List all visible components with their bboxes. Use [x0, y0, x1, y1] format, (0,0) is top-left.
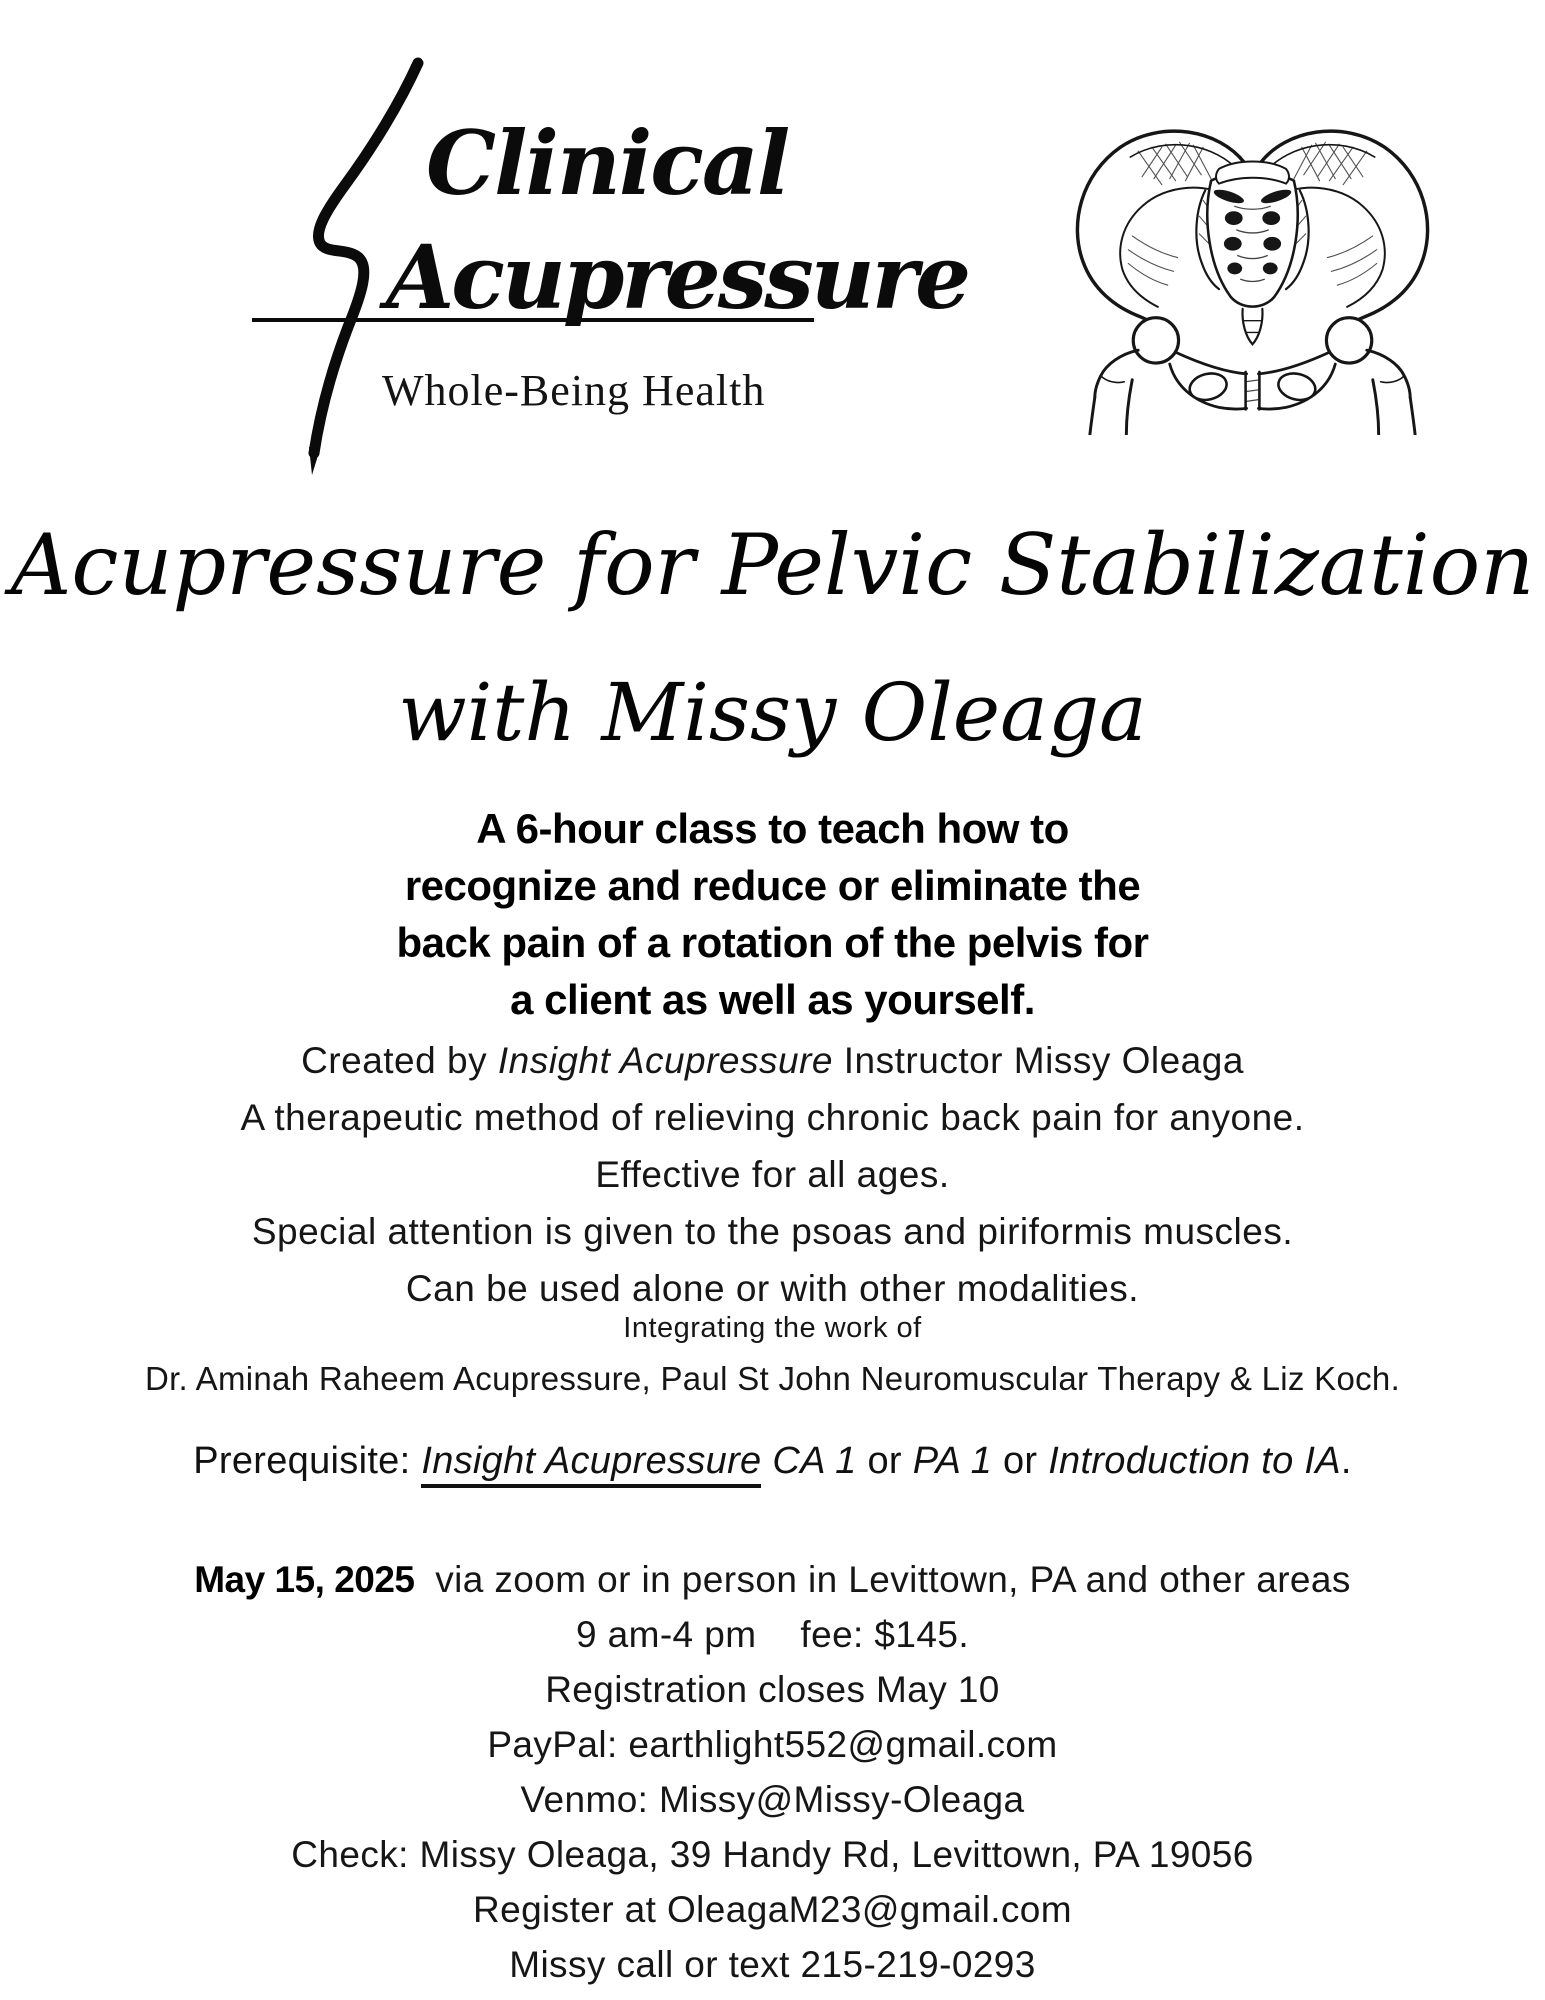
logo-word-clinical: Clinical: [426, 111, 789, 215]
venmo-line: Venmo: Missy@Missy-Oleaga: [520, 1779, 1025, 1820]
description-line: A therapeutic method of relieving chronic back pain for anyone.: [240, 1097, 1305, 1138]
class-description: [0, 1032, 1545, 1317]
summary-line: recognize and reduce or eliminate the: [404, 862, 1141, 909]
prerequisite-label: Prerequisite:: [193, 1440, 422, 1482]
pelvis-illustration: [1055, 90, 1450, 435]
created-by-line: [0, 1032, 1545, 1089]
prerequisite-intro: Introduction to IA: [1048, 1440, 1341, 1482]
schedule-date-line: [0, 1552, 1545, 1607]
prerequisite-period: .: [1340, 1440, 1352, 1482]
summary-line: a client as well as yourself.: [510, 976, 1035, 1023]
description-line: Can be used alone or with other modalities.: [405, 1268, 1140, 1309]
phone-line: Missy call or text 215-219-0293: [509, 1944, 1036, 1985]
registration-deadline: Registration closes May 10: [545, 1669, 1000, 1710]
description-line: Special attention is given to the psoas and piriformis muscles.: [251, 1211, 1294, 1252]
created-by-prefix: Created by: [301, 1040, 498, 1081]
class-summary: [0, 800, 1545, 1028]
prerequisite-ca1: CA 1: [761, 1440, 857, 1482]
schedule-time-fee-line: [0, 1607, 1545, 1662]
page-title: Acupressure for Pelvic Stabilization: [10, 516, 1535, 614]
description-line: Effective for all ages.: [595, 1154, 950, 1195]
prerequisite-or: or: [856, 1440, 913, 1482]
clinical-acupressure-logo: [200, 55, 969, 485]
logo-tagline: Whole-Being Health: [382, 366, 766, 415]
schedule-block: [0, 1552, 1545, 1992]
class-fee: fee: $145.: [800, 1614, 970, 1655]
integrating-heading: Integrating the work of: [623, 1312, 922, 1344]
register-email-line: Register at OleagaM23@gmail.com: [472, 1889, 1073, 1930]
created-by-suffix: Instructor Missy Oleaga: [833, 1040, 1244, 1081]
class-time: 9 am-4 pm: [575, 1614, 757, 1655]
class-date: May 15, 2025: [194, 1559, 415, 1600]
page-subtitle: with Missy Oleaga: [398, 666, 1147, 759]
prerequisite-line: [0, 1440, 1545, 1488]
paypal-line: PayPal: earthlight552@gmail.com: [487, 1724, 1058, 1765]
prerequisite-course: Insight Acupressure: [421, 1440, 761, 1488]
created-by-method: Insight Acupressure: [497, 1040, 833, 1081]
summary-line: back pain of a rotation of the pelvis for: [396, 919, 1149, 966]
check-line: Check: Missy Oleaga, 39 Handy Rd, Levittown, PA 19056: [291, 1834, 1254, 1875]
class-date-details: via zoom or in person in Levittown, PA and other areas: [424, 1559, 1351, 1600]
prerequisite-pa1: PA 1: [912, 1440, 993, 1482]
prerequisite-or: or: [992, 1440, 1049, 1482]
logo-word-acupressure: Acupressure: [386, 225, 969, 329]
credits-line: Dr. Aminah Raheem Acupressure, Paul St John Neuromuscular Therapy & Liz Koch.: [144, 1360, 1401, 1397]
summary-line: A 6-hour class to teach how to: [476, 805, 1069, 852]
